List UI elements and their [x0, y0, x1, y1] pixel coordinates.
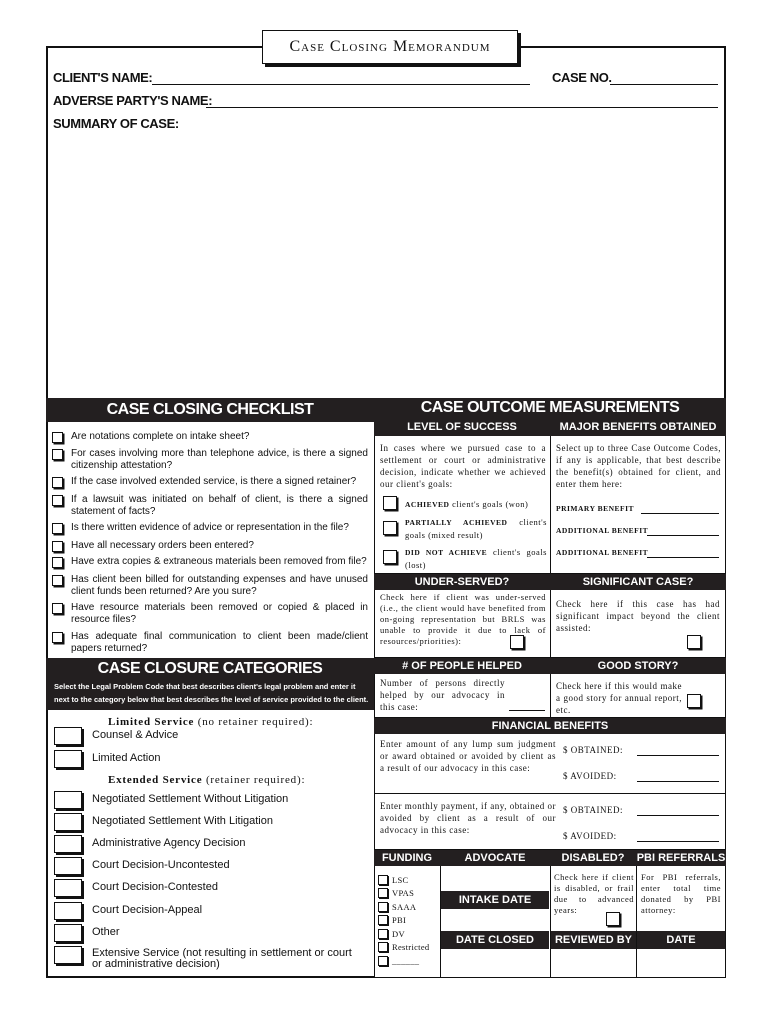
funding-title: FUNDING [374, 850, 440, 866]
category-code-box[interactable] [54, 879, 82, 897]
intake-date-field[interactable] [442, 909, 549, 931]
checklist-checkbox[interactable] [52, 523, 63, 534]
level-success-cell [374, 436, 551, 574]
people-helped-text: Number of persons directly helped by our advocacy in this case: [380, 678, 505, 712]
category-code-box[interactable] [54, 835, 82, 853]
checklist-item-text: For cases involving more than telephone advice, is there a signed citizenship attestation? [71, 448, 368, 471]
funding-checkbox[interactable] [378, 888, 388, 898]
good-story-text: Check here if this would make a good story for annual report, etc. [556, 681, 682, 715]
checklist-item-text: Have all necessary orders been entered? [71, 540, 254, 551]
checklist-item [52, 574, 368, 598]
category-label: Court Decision-Contested [92, 881, 218, 893]
checklist-item-text: If the case involved extended service, is there a signed retainer? [71, 476, 357, 487]
checklist-checkbox[interactable] [52, 603, 63, 614]
checklist-checkbox[interactable] [52, 557, 63, 568]
checklist-checkbox[interactable] [52, 541, 63, 552]
categories-header [46, 658, 374, 710]
category-row [54, 946, 362, 970]
intake-date-title: INTAKE DATE [441, 891, 549, 909]
lump-sum-text: Enter amount of any lump sum judgment or award obtained or avoided by client as a result of our advocacy in this case: [380, 739, 556, 773]
funding-checkbox[interactable] [378, 875, 388, 885]
category-label: Administrative Agency Decision [92, 837, 246, 849]
not-achieved-checkbox[interactable] [383, 550, 397, 564]
summary-label: SUMMARY OF CASE: [53, 116, 179, 131]
funding-label: ______ [392, 955, 420, 966]
funding-option [378, 927, 440, 941]
checklist-checkbox[interactable] [52, 477, 63, 488]
category-code-box[interactable] [54, 857, 82, 875]
category-code-box[interactable] [54, 813, 82, 831]
funding-option [378, 954, 440, 968]
monthly-avoided-field[interactable] [637, 841, 719, 842]
category-row [54, 750, 362, 768]
funding-option [378, 941, 440, 955]
level-success-title: LEVEL OF SUCCESS [374, 418, 550, 436]
checklist-item [52, 631, 368, 655]
form-title: Case Closing Memorandum [262, 30, 518, 64]
good-story-title: GOOD STORY? [550, 658, 726, 674]
checklist-item [52, 540, 368, 552]
partial-checkbox[interactable] [383, 521, 397, 535]
reviewed-by-field[interactable] [552, 949, 635, 977]
client-name-field[interactable] [152, 84, 530, 85]
people-helped-cell [374, 674, 551, 718]
disabled-text: Check here if client is disabled, or frail due to advanced years: [554, 872, 634, 915]
monthly-avoided-label: $ AVOIDED: [563, 831, 617, 841]
monthly-obtained-field[interactable] [637, 815, 719, 816]
significant-cell [550, 590, 726, 658]
major-benefits-title: MAJOR BENEFITS OBTAINED [550, 418, 726, 436]
checklist-item [52, 494, 368, 518]
limited-service-heading: Limited Service (no retainer required): [108, 716, 314, 728]
category-code-box[interactable] [54, 750, 82, 768]
disabled-title: DISABLED? [550, 850, 636, 866]
case-no-label: CASE NO. [552, 70, 612, 85]
benefits-cell [550, 436, 726, 574]
case-no-field[interactable] [610, 84, 718, 85]
underserved-cell [374, 590, 551, 658]
category-label: Limited Action [92, 752, 161, 764]
funding-checkbox[interactable] [378, 942, 388, 952]
lump-sum-cell [374, 734, 726, 794]
funding-label: DV [392, 928, 405, 939]
checklist-item-text: Have extra copies & extraneous materials been removed from file? [71, 556, 367, 567]
outcomes-title: CASE OUTCOME MEASUREMENTS [374, 398, 726, 418]
funding-checkbox[interactable] [378, 929, 388, 939]
category-code-box[interactable] [54, 946, 82, 964]
checklist-checkbox[interactable] [52, 449, 63, 460]
checklist-item-text: Is there written evidence of advice or representation in the file? [71, 522, 349, 533]
additional-benefit-1-label: ADDITIONAL BENEFIT [556, 526, 649, 535]
underserved-text: Check here if client was under-served (i.e., the client would have benefited from on-going representation but BRLS was unable to provide it due to lack of resources/priorities): [380, 592, 546, 646]
checklist-item-text: Have resource materials been removed or copied & placed in resource files? [71, 602, 368, 625]
funding-label: VPAS [392, 888, 415, 899]
lump-avoided-field[interactable] [637, 781, 719, 782]
primary-benefit-label: PRIMARY BENEFIT [556, 504, 635, 513]
additional-benefit-1-field[interactable] [647, 535, 719, 536]
category-label: Counsel & Advice [92, 729, 179, 741]
achieved-checkbox[interactable] [383, 496, 397, 510]
checklist-item [52, 476, 368, 488]
lump-obtained-label: $ OBTAINED: [563, 745, 624, 755]
category-row [54, 791, 362, 809]
lump-avoided-label: $ AVOIDED: [563, 771, 617, 781]
adverse-party-field[interactable] [206, 107, 718, 108]
checklist-item [52, 431, 368, 443]
benefits-text: Select up to three Case Outcome Codes, if any is applicable, that best describe the benefit(s) obtained for client, and enter them here: [556, 443, 721, 489]
category-label: Court Decision-Appeal [92, 904, 203, 916]
extended-service-heading: Extended Service (retainer required): [108, 774, 306, 786]
financial-benefits-title: FINANCIAL BENEFITS [374, 718, 726, 734]
adverse-party-label: ADVERSE PARTY'S NAME: [53, 93, 213, 108]
significant-checkbox[interactable] [687, 635, 701, 649]
category-row [54, 902, 362, 920]
partial-option: PARTIALLY ACHIEVED client's goals (mixed result) [405, 517, 547, 540]
funding-checkbox[interactable] [378, 902, 388, 912]
category-code-box[interactable] [54, 727, 82, 745]
date-field[interactable] [638, 949, 724, 977]
underserved-checkbox[interactable] [510, 635, 524, 649]
checklist-item [52, 522, 368, 534]
category-code-box[interactable] [54, 902, 82, 920]
monthly-text: Enter monthly payment, if any, obtained or avoided by client as a result of our advocacy in this case: [380, 801, 556, 835]
reviewed-by-title: REVIEWED BY [551, 931, 636, 949]
funding-list [378, 873, 440, 968]
primary-benefit-field[interactable] [641, 513, 719, 514]
funding-label: PBI [392, 915, 407, 926]
additional-benefit-2-label: ADDITIONAL BENEFIT [556, 548, 649, 557]
level-success-text: In cases where we pursued case to a settlement or court or administrative decision, indicate whether we achieved our client's goals: [380, 443, 546, 489]
category-label: Negotiated Settlement Without Litigation [92, 793, 289, 805]
checklist-item-text: Are notations complete on intake sheet? [71, 431, 250, 442]
category-label: Negotiated Settlement With Litigation [92, 815, 273, 827]
checklist-item [52, 556, 368, 568]
people-helped-field[interactable] [509, 710, 545, 711]
funding-label: SAAA [392, 901, 417, 912]
checklist-item-text: Has adequate final communication to client been made/client papers returned? [71, 631, 368, 654]
good-story-checkbox[interactable] [687, 694, 701, 708]
pbi-title: PBI REFERRALS [636, 852, 726, 864]
pbi-time-field[interactable] [638, 915, 724, 931]
achieved-option: ACHIEVED client's goals (won) [405, 499, 529, 509]
people-helped-title: # OF PEOPLE HELPED [374, 658, 550, 674]
category-row [54, 857, 362, 875]
advocate-title: ADVOCATE [440, 850, 550, 866]
funding-option [378, 873, 440, 887]
not-achieved-option: DID NOT ACHIEVE client's goals (lost) [405, 547, 547, 570]
funding-checkbox[interactable] [378, 915, 388, 925]
checklist-checkbox[interactable] [52, 632, 63, 643]
checklist-checkbox[interactable] [52, 495, 63, 506]
significant-text: Check here if this case has had significant impact beyond the client assisted: [556, 599, 720, 633]
checklist-item [52, 602, 368, 626]
checklist-item-text: If a lawsuit was initiated on behalf of client, is there a signed statement of facts? [71, 494, 368, 517]
funding-checkbox[interactable] [378, 956, 388, 966]
divider [440, 866, 441, 978]
category-label: Court Decision-Uncontested [92, 859, 230, 871]
funding-option [378, 887, 440, 901]
checklist-checkbox[interactable] [52, 432, 63, 443]
category-row [54, 727, 362, 745]
funding-option [378, 900, 440, 914]
funding-label: LSC [392, 874, 409, 885]
summary-field[interactable] [53, 134, 719, 392]
checklist-title: CASE CLOSING CHECKLIST [46, 398, 374, 422]
divider [636, 866, 637, 978]
good-story-cell [550, 674, 726, 718]
funding-label: Restricted [392, 942, 430, 953]
pbi-text: For PBI referrals, enter total time donated by PBI attorney: [641, 872, 721, 915]
advocate-field[interactable] [442, 866, 549, 890]
funding-option [378, 914, 440, 928]
lump-obtained-field[interactable] [637, 755, 719, 756]
date-title: DATE [637, 931, 725, 949]
checklist-checkbox[interactable] [52, 575, 63, 586]
date-closed-field[interactable] [442, 949, 549, 977]
category-label: Extensive Service (not resulting in settlement or court or administrative decision) [92, 947, 352, 970]
underserved-title: UNDER-SERVED? [374, 574, 550, 590]
category-row [54, 813, 362, 831]
category-row [54, 924, 362, 942]
checklist-item-text: Has client been billed for outstanding expenses and have unused client funds been returned? Are you sure? [71, 574, 368, 597]
category-row [54, 835, 362, 853]
checklist-item [52, 448, 368, 472]
category-code-box[interactable] [54, 791, 82, 809]
client-name-label: CLIENT'S NAME: [53, 70, 153, 85]
category-code-box[interactable] [54, 924, 82, 942]
category-label: Other [92, 926, 120, 938]
category-row [54, 879, 362, 897]
disabled-checkbox[interactable] [606, 912, 620, 926]
monthly-obtained-label: $ OBTAINED: [563, 805, 624, 815]
monthly-cell [374, 794, 726, 850]
additional-benefit-2-field[interactable] [647, 557, 719, 558]
significant-title: SIGNIFICANT CASE? [550, 574, 726, 590]
date-closed-title: DATE CLOSED [441, 931, 549, 949]
divider [550, 866, 551, 978]
categories-description: Select the Legal Problem Code that best describes client's legal problem and enter it next to the category below that best describes the level of service provided to the client. [54, 682, 369, 704]
categories-title: CASE CLOSURE CATEGORIES [97, 660, 323, 677]
